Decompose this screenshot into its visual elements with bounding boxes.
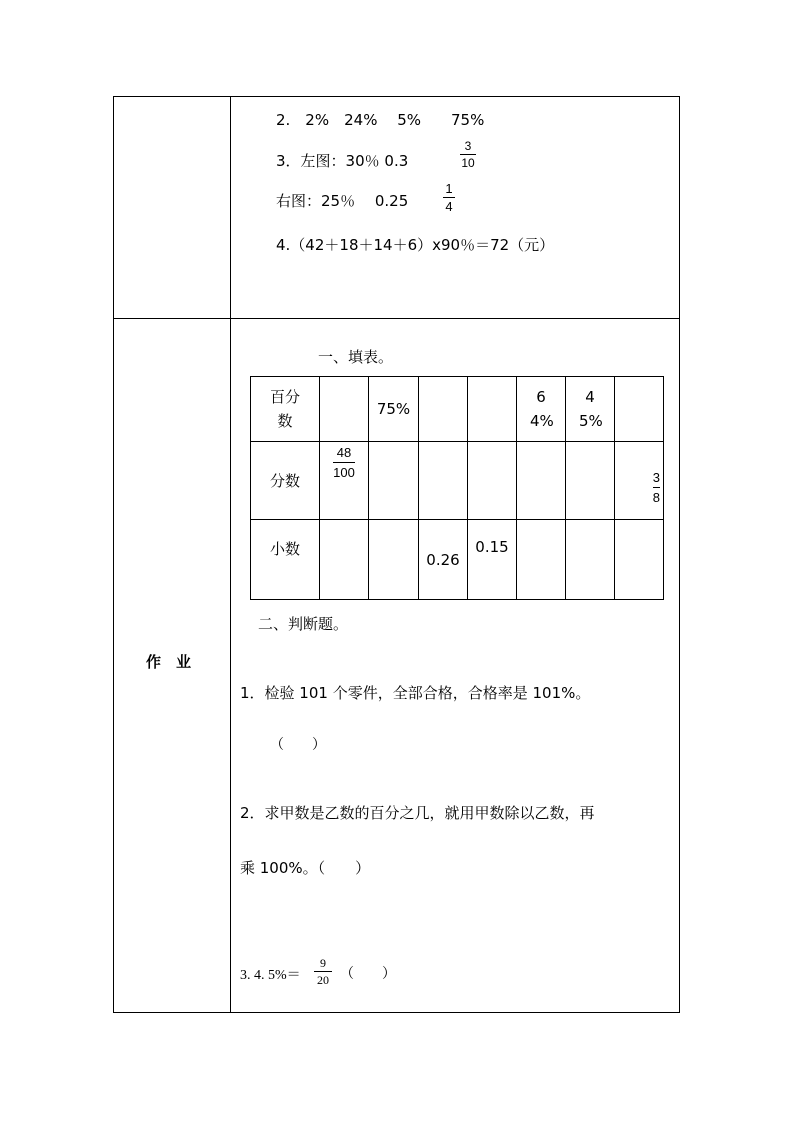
table-cell[interactable]: [468, 442, 517, 520]
fraction-numerator: 9: [320, 956, 326, 970]
row-header-percent: 百分数: [251, 377, 320, 442]
answer-line-3-fraction: [460, 140, 476, 169]
table-row-percent: [251, 377, 664, 442]
table-cell[interactable]: [615, 442, 664, 520]
table-cell[interactable]: [419, 377, 468, 442]
fraction-bar: [460, 154, 476, 155]
table-cell[interactable]: [320, 520, 369, 600]
question-3-answer-blank[interactable]: （ ）: [340, 966, 396, 982]
fraction-numerator: 1: [445, 181, 453, 196]
table-cell[interactable]: [320, 442, 369, 520]
answer-line-2: 2. 2% 24% 5% 75%: [276, 111, 485, 129]
table-cell[interactable]: [566, 442, 615, 520]
table-cell[interactable]: 0.26: [419, 520, 468, 600]
section2-title: 二、判断题。: [258, 615, 349, 633]
fraction-numerator: 3: [652, 470, 660, 485]
question-3: 3. 4. 5%＝: [240, 968, 301, 983]
section1-title: 一、填表。: [318, 348, 394, 366]
cell-fraction: [333, 445, 355, 480]
question-1-answer-blank[interactable]: （ ）: [270, 737, 326, 753]
row-header-decimal: 小数: [251, 520, 320, 600]
fraction-bar: [443, 197, 455, 198]
fraction-numerator: 3: [464, 139, 472, 153]
table-cell[interactable]: [369, 442, 419, 520]
fraction-bar: [333, 462, 355, 463]
table-row-fraction: [251, 442, 664, 520]
table-cell[interactable]: [615, 520, 664, 600]
fraction-denominator: 4: [445, 199, 453, 214]
answer-line-3b: 右图：25％ 0.25: [276, 192, 409, 210]
homework-label: 作 业: [146, 653, 192, 671]
question-3-fraction: [314, 957, 332, 986]
fraction-bar: [653, 487, 660, 488]
question-2-line-1: 2．求甲数是乙数的百分之几，就用甲数除以乙数，再: [240, 804, 595, 822]
row-divider: [113, 318, 680, 319]
answer-line-4: 4.（42＋18＋14＋6）x90％＝72（元）: [276, 236, 555, 254]
fraction-denominator: 10: [461, 156, 475, 170]
table-cell[interactable]: [615, 377, 664, 442]
table-cell[interactable]: 64%: [517, 377, 566, 442]
fraction-bar: [314, 971, 332, 972]
table-row-decimal: [251, 520, 664, 600]
fraction-denominator: 100: [333, 465, 355, 480]
cell-fraction: [653, 470, 660, 505]
table-cell[interactable]: [468, 377, 517, 442]
table-cell[interactable]: [566, 520, 615, 600]
table-cell[interactable]: [517, 442, 566, 520]
answer-line-3b-fraction: [443, 182, 455, 213]
table-cell[interactable]: [320, 377, 369, 442]
fraction-numerator: 48: [336, 445, 352, 460]
table-cell[interactable]: 0.15: [468, 520, 517, 600]
table-cell[interactable]: [369, 520, 419, 600]
question-2-line-2: 乘 100%。（ ）: [240, 859, 371, 877]
fill-table: [250, 376, 664, 600]
table-cell[interactable]: 75%: [369, 377, 419, 442]
table-cell[interactable]: 45%: [566, 377, 615, 442]
answer-line-3: 3．左图：30％ 0.3: [276, 152, 409, 170]
table-cell[interactable]: [517, 520, 566, 600]
fraction-denominator: 8: [652, 490, 660, 505]
table-cell[interactable]: [419, 442, 468, 520]
row-header-fraction: 分数: [251, 442, 320, 520]
question-1: 1．检验 101 个零件，全部合格，合格率是 101%。: [240, 684, 591, 702]
fraction-denominator: 20: [317, 973, 329, 987]
column-divider: [230, 96, 231, 1013]
